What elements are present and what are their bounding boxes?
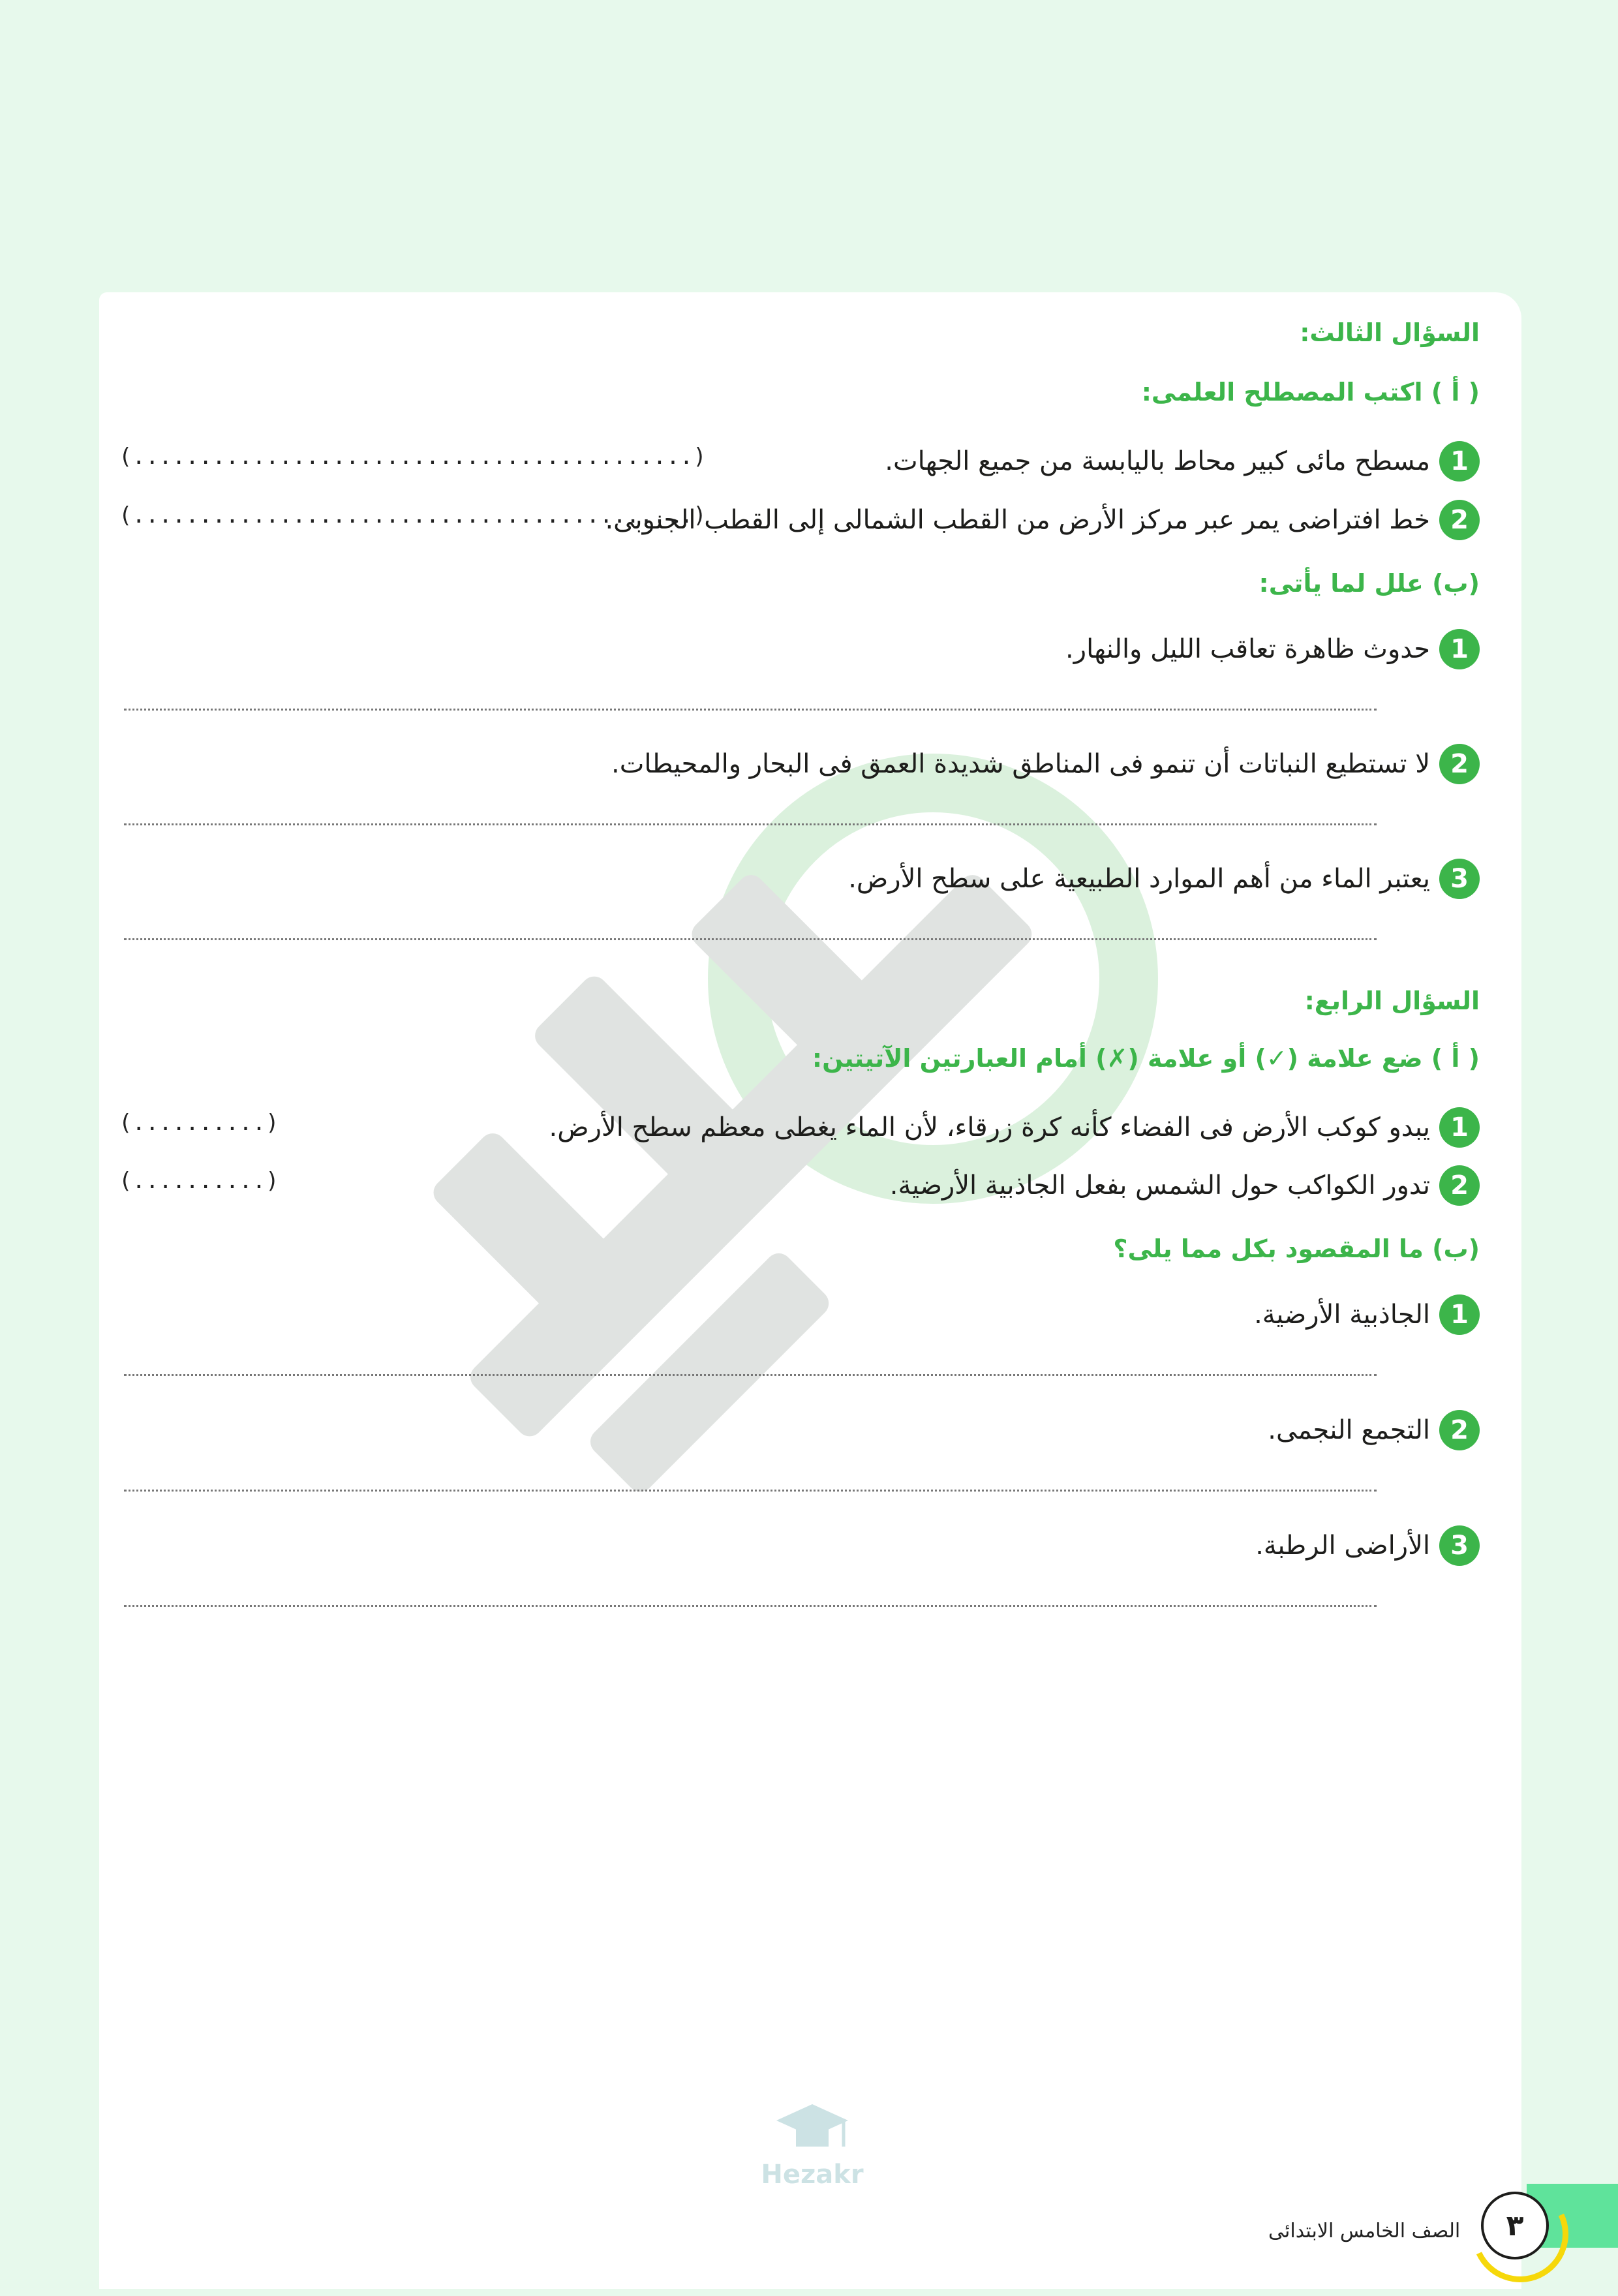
number-badge: 2 — [1439, 1165, 1480, 1206]
q4-a-item-1 — [549, 1105, 1480, 1150]
answer-blank[interactable]: (..........) — [119, 1168, 279, 1194]
answer-blank[interactable]: (..........................................) — [119, 444, 707, 470]
q3-a-item-2 — [605, 497, 1480, 543]
page-number: ٣ — [1481, 2192, 1549, 2259]
item-text: مسطح مائى كبير محاط باليابسة من جميع الجهات. — [885, 446, 1430, 476]
number-badge: 2 — [1439, 1410, 1480, 1450]
number-badge: 3 — [1439, 1525, 1480, 1566]
number-badge: 2 — [1439, 744, 1480, 784]
number-badge: 2 — [1439, 500, 1480, 540]
q4-section-a-title: ( أ ) ضع علامة (✓) أو علامة (✗) أمام العبارتين الآتيتين: — [812, 1044, 1480, 1073]
number-badge: 1 — [1439, 1294, 1480, 1335]
answer-line[interactable] — [124, 709, 1377, 711]
q3-b-item-3 — [848, 856, 1480, 902]
answer-line[interactable] — [124, 1374, 1377, 1376]
question-3-title: السؤال الثالث: — [1300, 318, 1480, 347]
logo-text: Hezakr — [761, 2160, 864, 2190]
number-badge: 1 — [1439, 1107, 1480, 1148]
number-badge: 3 — [1439, 859, 1480, 899]
answer-blank[interactable]: (..........................................) — [119, 502, 707, 528]
q3-section-a-title: ( أ ) اكتب المصطلح العلمى: — [1141, 378, 1480, 406]
q4-b-item-3 — [1255, 1523, 1480, 1569]
answer-line[interactable] — [124, 1605, 1377, 1607]
q4-b-item-1 — [1254, 1292, 1480, 1338]
q4-b-item-2 — [1268, 1407, 1480, 1453]
answer-line[interactable] — [124, 938, 1377, 940]
item-text: حدوث ظاهرة تعاقب الليل والنهار. — [1065, 634, 1430, 664]
item-text: لا تستطيع النباتات أن تنمو فى المناطق شديدة العمق فى البحار والمحيطات. — [611, 749, 1430, 779]
q4-a-item-2 — [890, 1163, 1480, 1208]
item-text: تدور الكواكب حول الشمس بفعل الجاذبية الأرضية. — [889, 1171, 1430, 1201]
answer-blank[interactable]: (..........) — [119, 1110, 279, 1136]
item-text: يبدو كوكب الأرض فى الفضاء كأنه كرة زرقاء، لأن الماء يغطى معظم سطح الأرض. — [549, 1112, 1430, 1142]
answer-line[interactable] — [124, 823, 1377, 825]
question-4-title: السؤال الرابع: — [1304, 987, 1480, 1015]
number-badge: 1 — [1439, 629, 1480, 669]
answer-line[interactable] — [124, 1490, 1377, 1492]
q3-b-item-2 — [611, 741, 1480, 787]
publisher-logo — [724, 2101, 900, 2205]
item-text: التجمع النجمى. — [1268, 1415, 1430, 1445]
grade-label: الصف الخامس الابتدائى — [1268, 2220, 1461, 2242]
graduation-cap-icon — [773, 2101, 851, 2160]
q3-b-item-1 — [1065, 626, 1480, 672]
item-text: الجاذبية الأرضية. — [1254, 1300, 1430, 1330]
number-badge: 1 — [1439, 441, 1480, 482]
item-text: خط افتراضى يمر عبر مركز الأرض من القطب الشمالى إلى القطب الجنوبى. — [605, 505, 1430, 535]
item-text: يعتبر الماء من أهم الموارد الطبيعية على سطح الأرض. — [848, 864, 1430, 894]
q3-section-b-title: (ب) علل لما يأتى: — [1259, 569, 1480, 598]
item-text: الأراضى الرطبة. — [1255, 1531, 1430, 1561]
q4-section-b-title: (ب) ما المقصود بكل مما يلى؟ — [1113, 1234, 1480, 1263]
q3-a-item-1 — [885, 438, 1480, 484]
